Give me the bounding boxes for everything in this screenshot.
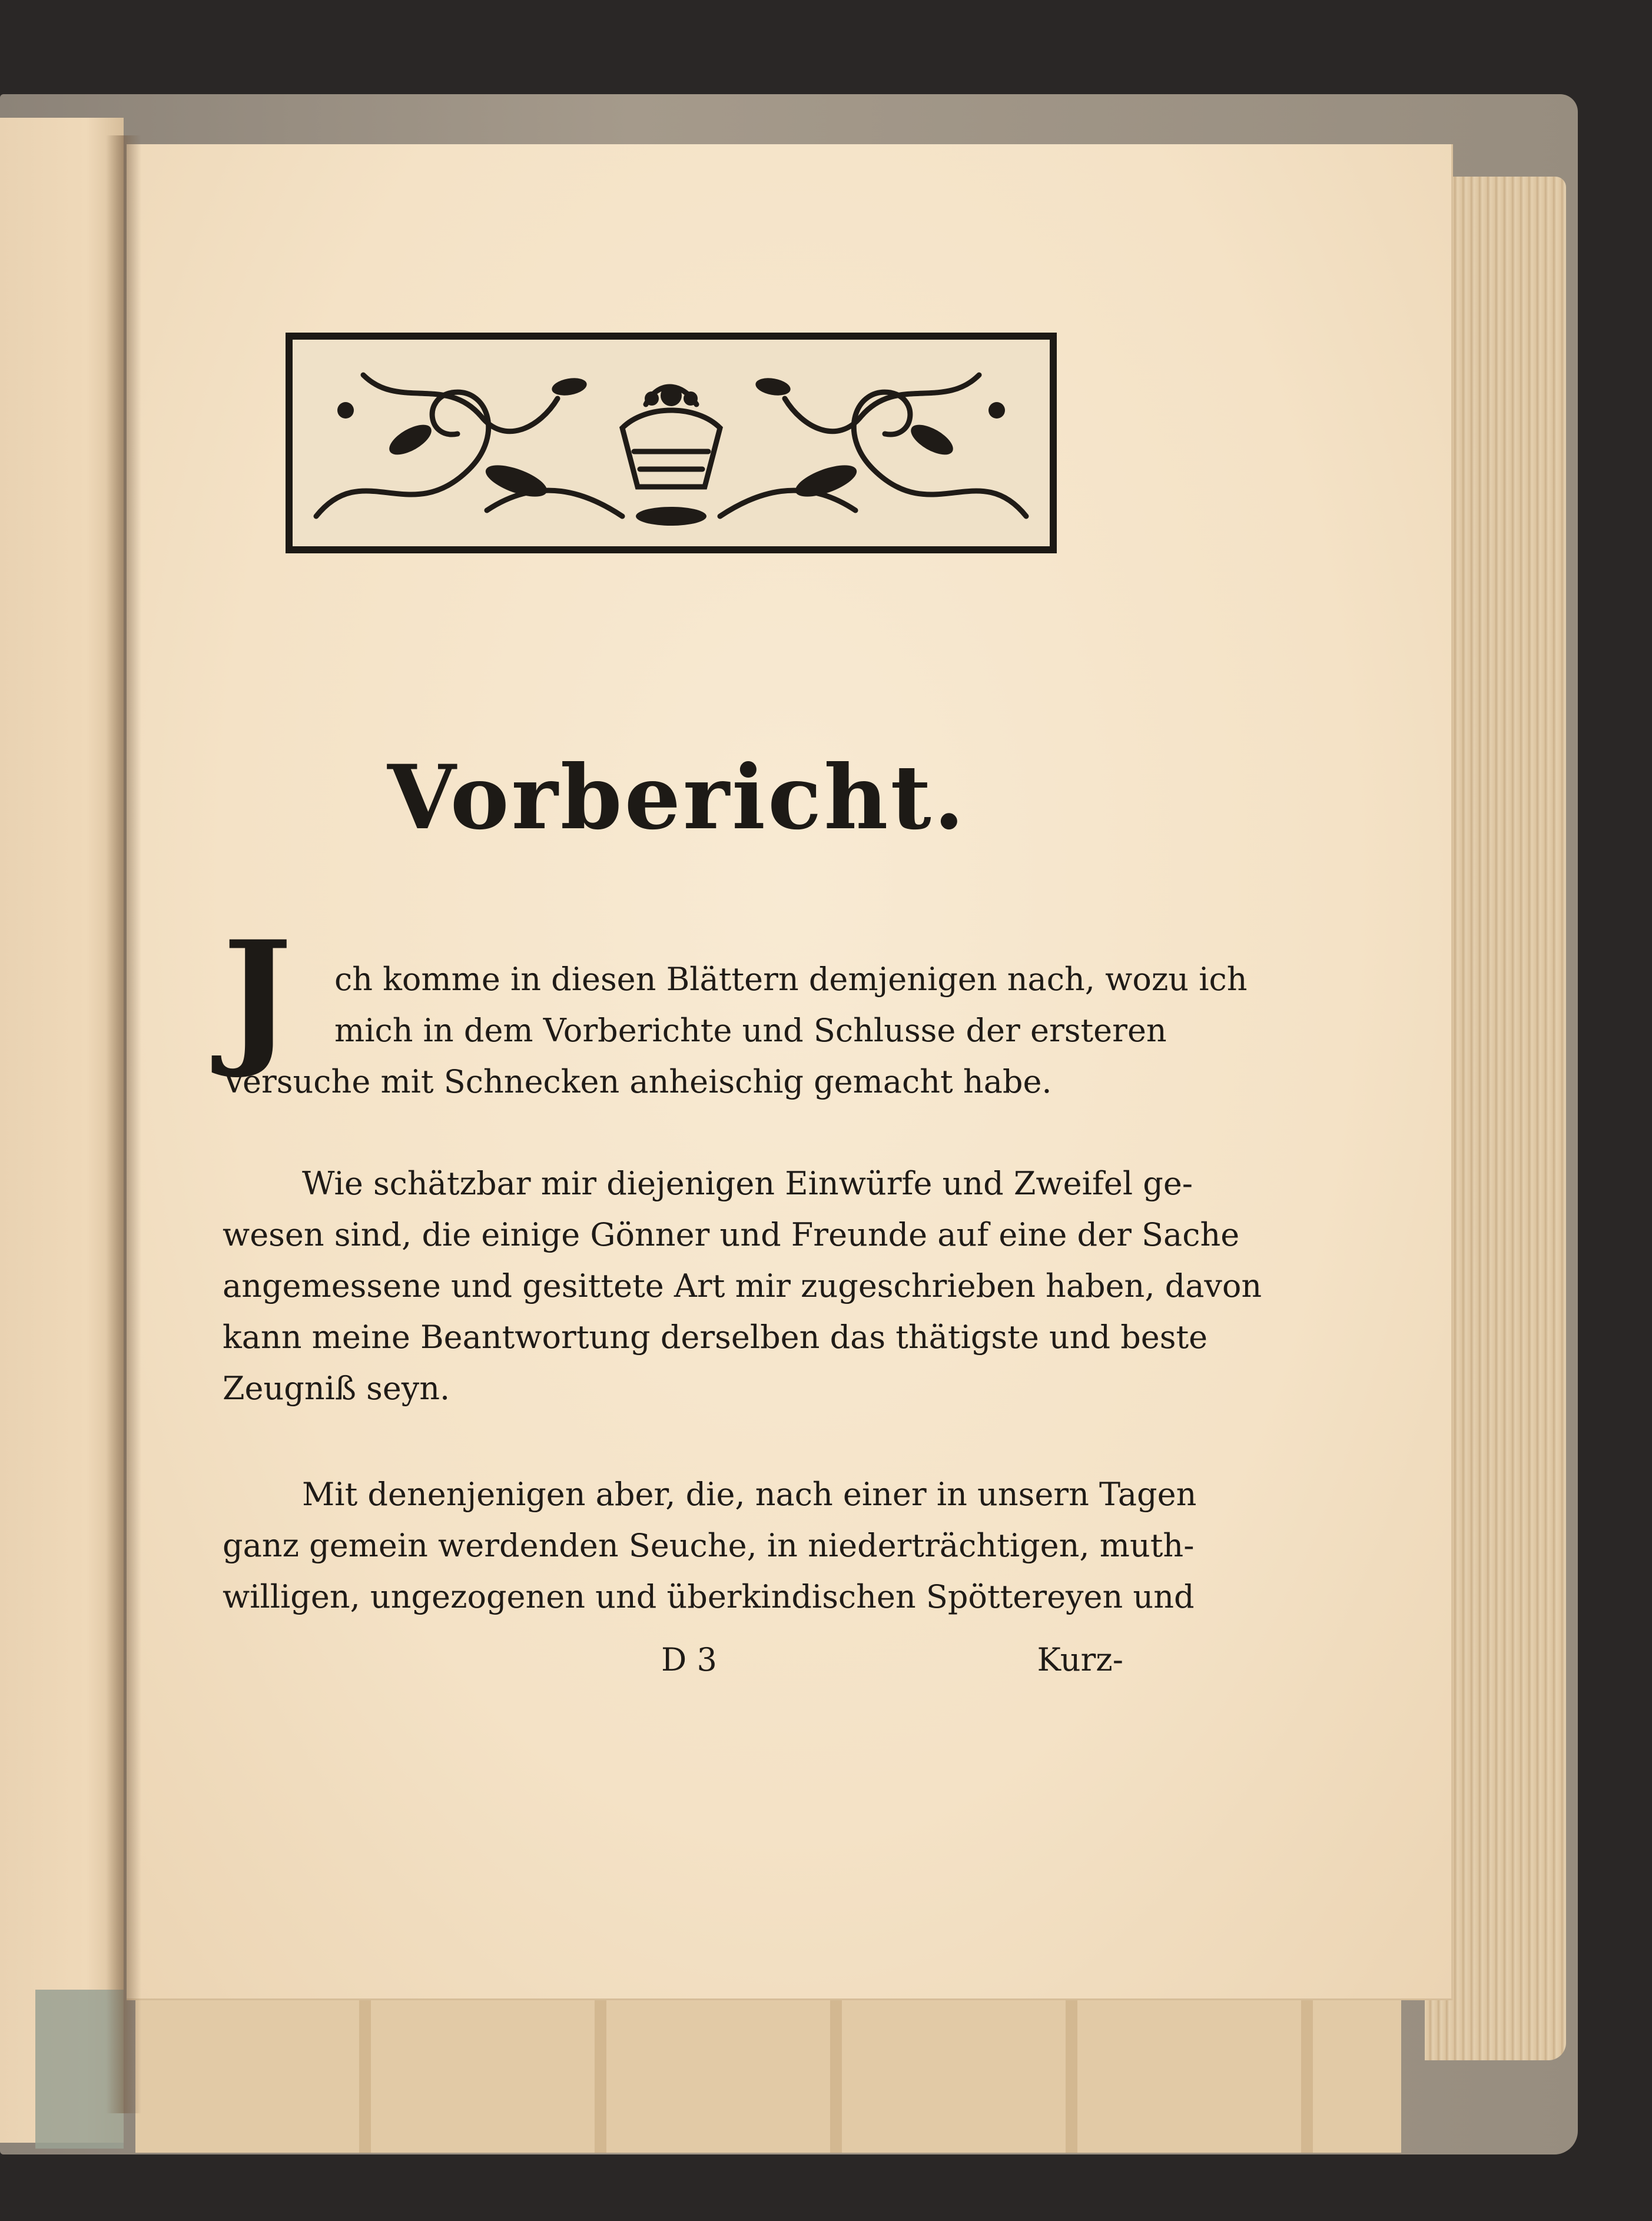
section-heading: Vorbericht. — [387, 746, 967, 849]
page-footer — [223, 1634, 1123, 1687]
signature-mark: D 3 — [661, 1641, 717, 1678]
paragraph-3 — [223, 1469, 1197, 1622]
text-line: Versuche mit Schnecken anheischig gemacht habe. — [223, 1063, 1052, 1100]
text-line: willigen, ungezogenen und überkindischen Spöttereyen und — [223, 1578, 1195, 1615]
text-line: Mit denenjenigen aber, die, nach einer in unsern Tagen — [302, 1476, 1197, 1513]
catchword: Kurz- — [1037, 1641, 1123, 1678]
text-line: wesen sind, die einige Gönner und Freunde auf eine der Sache — [223, 1216, 1240, 1253]
text-line: kann meine Beantwortung derselben das thätigste und beste — [223, 1319, 1208, 1356]
page-bottom-edges — [135, 1993, 1401, 2153]
text-line: ganz gemein werdenden Seuche, in niederträchtigen, muth- — [223, 1527, 1195, 1564]
ornamental-headpiece — [286, 333, 1057, 553]
left-page — [0, 118, 124, 2143]
text-line: ch komme in diesen Blättern demjenigen nach, wozu ich — [334, 961, 1248, 998]
paragraph-1 — [223, 954, 1248, 1107]
paragraph-2 — [223, 1158, 1262, 1414]
text-line: angemessene und gesittete Art mir zugeschrieben haben, davon — [223, 1267, 1262, 1304]
text-line: Zeugniß seyn. — [223, 1370, 450, 1407]
text-line: mich in dem Vorberichte und Schlusse der ersteren — [334, 1012, 1167, 1049]
drop-cap-initial: J — [223, 908, 293, 1081]
text-line: Wie schätzbar mir diejenigen Einwürfe und Zweifel ge- — [302, 1165, 1193, 1202]
gutter-shadow — [106, 135, 141, 2113]
foliage-ornament-icon — [293, 340, 1050, 546]
